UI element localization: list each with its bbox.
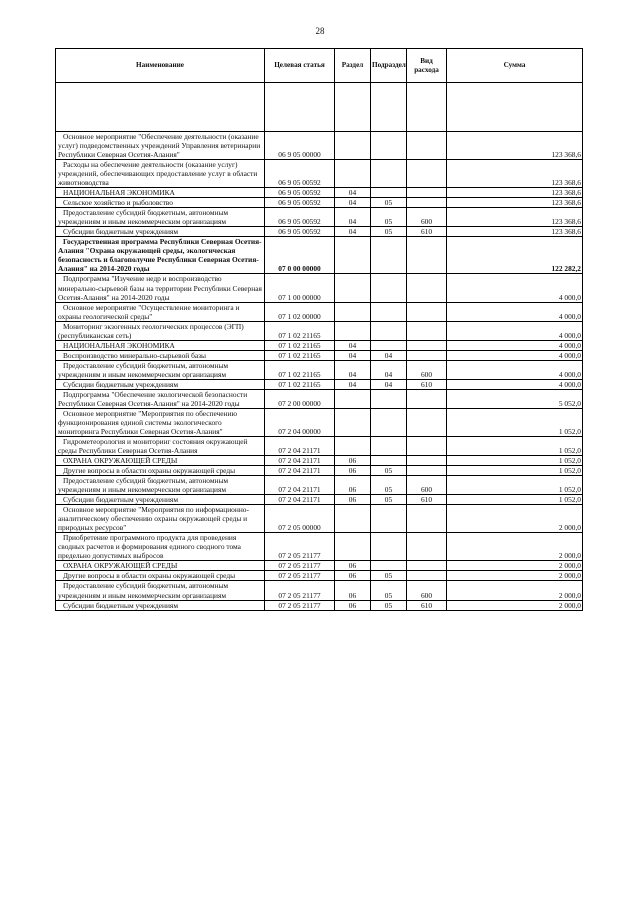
cell-name: Предоставление субсидий бюджетным, автономным учреждениям и иным некоммерческим организациям xyxy=(56,360,265,379)
table-row xyxy=(56,350,583,360)
cell-sub xyxy=(371,505,407,533)
cell-name: Субсидии бюджетным учреждениям xyxy=(56,600,265,610)
cell-sec xyxy=(335,408,371,436)
cell-sec xyxy=(335,389,371,408)
cell-type xyxy=(407,466,447,476)
cell-code: 07 2 05 21177 xyxy=(265,533,335,561)
cell-name xyxy=(56,83,265,132)
cell-sum: 123 368,6 xyxy=(447,198,583,208)
cell-sub xyxy=(371,408,407,436)
table-row xyxy=(56,408,583,436)
cell-sec xyxy=(335,302,371,321)
cell-name: Основное мероприятие "Мероприятия по обеспечению функционирования единой системы экологического мониторинга Республики Северная Осетия-Алания" xyxy=(56,408,265,436)
cell-name: Основное мероприятие "Мероприятия по информационно-аналитическому обеспечению охраны окружающей среды и природных ресурсов" xyxy=(56,505,265,533)
cell-sub xyxy=(371,83,407,132)
cell-type xyxy=(407,350,447,360)
table-row xyxy=(56,561,583,571)
cell-sec xyxy=(335,160,371,188)
cell-type xyxy=(407,237,447,274)
cell-sec: 06 xyxy=(335,476,371,495)
cell-sum: 4 000,0 xyxy=(447,379,583,389)
cell-type xyxy=(407,132,447,160)
header-type: Вид расхода xyxy=(407,49,447,83)
table-row xyxy=(56,132,583,160)
cell-sum: 4 000,0 xyxy=(447,340,583,350)
table-row xyxy=(56,160,583,188)
cell-sub: 05 xyxy=(371,600,407,610)
cell-sum: 2 000,0 xyxy=(447,600,583,610)
cell-code: 07 1 02 21165 xyxy=(265,360,335,379)
cell-name: ОХРАНА ОКРУЖАЮЩЕЙ СРЕДЫ xyxy=(56,456,265,466)
cell-sub xyxy=(371,561,407,571)
cell-sub xyxy=(371,132,407,160)
header-name: Наименование xyxy=(56,49,265,83)
cell-sum: 2 000,0 xyxy=(447,505,583,533)
table-row xyxy=(56,600,583,610)
cell-type xyxy=(407,571,447,581)
table-row xyxy=(56,379,583,389)
table-row xyxy=(56,476,583,495)
table-row xyxy=(56,83,583,132)
cell-sec: 04 xyxy=(335,379,371,389)
cell-sub: 05 xyxy=(371,227,407,237)
cell-sub: 04 xyxy=(371,360,407,379)
cell-name: Основное мероприятие "Осуществление мониторинга и охраны геологической среды" xyxy=(56,302,265,321)
cell-code: 06 9 05 00592 xyxy=(265,198,335,208)
cell-code: 07 2 04 21171 xyxy=(265,476,335,495)
table-header-row xyxy=(56,49,583,83)
cell-sub: 04 xyxy=(371,350,407,360)
table-row xyxy=(56,340,583,350)
cell-type xyxy=(407,302,447,321)
cell-sum: 4 000,0 xyxy=(447,321,583,340)
cell-code: 06 9 05 00000 xyxy=(265,132,335,160)
cell-sum: 123 368,6 xyxy=(447,132,583,160)
cell-sec: 04 xyxy=(335,360,371,379)
table-row xyxy=(56,466,583,476)
cell-name: НАЦИОНАЛЬНАЯ ЭКОНОМИКА xyxy=(56,188,265,198)
cell-name: Гидрометеорология и мониторинг состояния окружающей среды Республики Северная Осетия-Алания xyxy=(56,437,265,456)
cell-sec: 04 xyxy=(335,340,371,350)
header-sum: Сумма xyxy=(447,49,583,83)
table-row xyxy=(56,321,583,340)
cell-code: 07 2 04 21171 xyxy=(265,456,335,466)
table-row xyxy=(56,571,583,581)
cell-code: 07 0 00 00000 xyxy=(265,237,335,274)
cell-type xyxy=(407,340,447,350)
cell-code: 07 2 05 21177 xyxy=(265,571,335,581)
cell-sum: 122 282,2 xyxy=(447,237,583,274)
cell-code: 07 1 00 00000 xyxy=(265,274,335,302)
cell-sec: 04 xyxy=(335,188,371,198)
cell-sum: 1 052,0 xyxy=(447,495,583,505)
table-row xyxy=(56,437,583,456)
cell-sum: 5 052,0 xyxy=(447,389,583,408)
table-row xyxy=(56,389,583,408)
cell-sum: 4 000,0 xyxy=(447,360,583,379)
table-row xyxy=(56,188,583,198)
cell-name: Воспроизводство минерально-сырьевой базы xyxy=(56,350,265,360)
cell-sub xyxy=(371,340,407,350)
cell-code: 07 1 02 21165 xyxy=(265,379,335,389)
table-row xyxy=(56,495,583,505)
cell-code: 07 2 00 00000 xyxy=(265,389,335,408)
cell-name: Мониторинг экзогенных геологических процессов (ЭГП) (республиканская сеть) xyxy=(56,321,265,340)
cell-type: 600 xyxy=(407,360,447,379)
cell-type xyxy=(407,198,447,208)
cell-type xyxy=(407,437,447,456)
cell-name: Другие вопросы в области охраны окружающей среды xyxy=(56,466,265,476)
cell-name: Другие вопросы в области охраны окружающей среды xyxy=(56,571,265,581)
cell-sub: 05 xyxy=(371,495,407,505)
cell-sum: 123 368,6 xyxy=(447,227,583,237)
cell-code: 07 1 02 00000 xyxy=(265,302,335,321)
cell-sum: 4 000,0 xyxy=(447,274,583,302)
cell-sec xyxy=(335,237,371,274)
cell-type xyxy=(407,505,447,533)
cell-sum: 2 000,0 xyxy=(447,561,583,571)
cell-code: 07 2 05 21177 xyxy=(265,600,335,610)
table-row xyxy=(56,274,583,302)
cell-sec xyxy=(335,83,371,132)
table-row xyxy=(56,208,583,227)
cell-type xyxy=(407,561,447,571)
cell-code: 07 2 04 21171 xyxy=(265,495,335,505)
cell-sec: 06 xyxy=(335,600,371,610)
cell-code: 06 9 05 00592 xyxy=(265,227,335,237)
cell-type: 610 xyxy=(407,379,447,389)
cell-type xyxy=(407,408,447,436)
cell-name: Приобретение программного продукта для проведения сводных расчетов и формирования единого сводного тома предельно допустимых выбросов xyxy=(56,533,265,561)
cell-sum: 1 052,0 xyxy=(447,466,583,476)
cell-sub: 04 xyxy=(371,379,407,389)
cell-sec: 04 xyxy=(335,208,371,227)
cell-name: Сельское хозяйство и рыболовство xyxy=(56,198,265,208)
cell-code: 06 9 05 00592 xyxy=(265,208,335,227)
cell-sum: 2 000,0 xyxy=(447,581,583,600)
cell-sec xyxy=(335,132,371,160)
cell-sum: 123 368,6 xyxy=(447,188,583,198)
cell-type xyxy=(407,274,447,302)
table-row xyxy=(56,227,583,237)
cell-sec: 06 xyxy=(335,466,371,476)
cell-code: 06 9 05 00592 xyxy=(265,160,335,188)
budget-table xyxy=(55,48,583,611)
cell-sec: 06 xyxy=(335,561,371,571)
cell-sub xyxy=(371,321,407,340)
cell-code: 07 2 05 21177 xyxy=(265,561,335,571)
table-row xyxy=(56,237,583,274)
cell-type: 610 xyxy=(407,495,447,505)
cell-sub: 05 xyxy=(371,571,407,581)
cell-code: 07 2 05 21177 xyxy=(265,581,335,600)
cell-name: Подпрограмма "Изучение недр и воспроизводство минерально-сырьевой базы на территории Республики Северная Осетия-Алания" на 2014-2020 годы xyxy=(56,274,265,302)
cell-sec xyxy=(335,533,371,561)
cell-name: Субсидии бюджетным учреждениям xyxy=(56,495,265,505)
cell-sub xyxy=(371,456,407,466)
cell-sub: 05 xyxy=(371,208,407,227)
cell-sub xyxy=(371,437,407,456)
cell-name: Предоставление субсидий бюджетным, автономным учреждениям и иным некоммерческим организациям xyxy=(56,208,265,227)
cell-sum: 1 052,0 xyxy=(447,476,583,495)
cell-sub xyxy=(371,237,407,274)
cell-type: 600 xyxy=(407,581,447,600)
cell-name: Основное мероприятие "Обеспечение деятельности (оказание услуг) подведомственных учреждений Управления ветеринарии Республики Северная Осетия-Алания" xyxy=(56,132,265,160)
cell-sub xyxy=(371,274,407,302)
cell-type xyxy=(407,160,447,188)
table-row xyxy=(56,198,583,208)
cell-type xyxy=(407,321,447,340)
cell-type xyxy=(407,456,447,466)
header-code: Целевая статья xyxy=(265,49,335,83)
cell-code: 07 2 05 00000 xyxy=(265,505,335,533)
cell-sum: 123 368,6 xyxy=(447,208,583,227)
cell-name: Расходы на обеспечение деятельности (оказание услуг) учреждений, обеспечивающих предоставление услуг в области животноводства xyxy=(56,160,265,188)
cell-sub xyxy=(371,160,407,188)
cell-sec: 04 xyxy=(335,227,371,237)
table-row xyxy=(56,302,583,321)
cell-type: 610 xyxy=(407,227,447,237)
cell-sec xyxy=(335,505,371,533)
cell-sec xyxy=(335,437,371,456)
table-row xyxy=(56,533,583,561)
cell-sum: 2 000,0 xyxy=(447,571,583,581)
cell-sub xyxy=(371,188,407,198)
cell-sum: 1 052,0 xyxy=(447,437,583,456)
cell-name: Субсидии бюджетным учреждениям xyxy=(56,379,265,389)
cell-code: 07 2 04 21171 xyxy=(265,466,335,476)
cell-sec: 06 xyxy=(335,456,371,466)
cell-name: ОХРАНА ОКРУЖАЮЩЕЙ СРЕДЫ xyxy=(56,561,265,571)
cell-type: 600 xyxy=(407,208,447,227)
cell-sum: 123 368,6 xyxy=(447,160,583,188)
cell-sub: 05 xyxy=(371,466,407,476)
cell-sec xyxy=(335,321,371,340)
cell-name: Государственная программа Республики Северная Осетия-Алания "Охрана окружающей среды, экологическая безопасность и благополучие Республики Северная Осетия-Алания" на 2014-2020 годы xyxy=(56,237,265,274)
cell-sub: 05 xyxy=(371,581,407,600)
table-row xyxy=(56,581,583,600)
cell-type xyxy=(407,188,447,198)
cell-sum: 4 000,0 xyxy=(447,302,583,321)
cell-type xyxy=(407,83,447,132)
page-number: 28 xyxy=(315,26,325,36)
header-subsection: Подраздел xyxy=(371,49,407,83)
cell-code: 07 2 04 21171 xyxy=(265,437,335,456)
header-section: Раздел xyxy=(335,49,371,83)
cell-sum: 4 000,0 xyxy=(447,350,583,360)
table-row xyxy=(56,456,583,466)
cell-sec: 06 xyxy=(335,495,371,505)
cell-code: 07 2 04 00000 xyxy=(265,408,335,436)
cell-name: Субсидии бюджетным учреждениям xyxy=(56,227,265,237)
cell-sec: 04 xyxy=(335,350,371,360)
cell-type: 600 xyxy=(407,476,447,495)
cell-code: 07 1 02 21165 xyxy=(265,340,335,350)
table-row xyxy=(56,360,583,379)
cell-sum xyxy=(447,83,583,132)
cell-code xyxy=(265,83,335,132)
cell-type xyxy=(407,533,447,561)
cell-sum: 1 052,0 xyxy=(447,408,583,436)
cell-code: 07 1 02 21165 xyxy=(265,350,335,360)
cell-code: 06 9 05 00592 xyxy=(265,188,335,198)
cell-name: НАЦИОНАЛЬНАЯ ЭКОНОМИКА xyxy=(56,340,265,350)
cell-sub xyxy=(371,389,407,408)
cell-name: Подпрограмма "Обеспечение экологической безопасности Республики Северная Осетия-Алания" на 2014-2020 годы xyxy=(56,389,265,408)
cell-sub: 05 xyxy=(371,476,407,495)
cell-sec xyxy=(335,274,371,302)
cell-name: Предоставление субсидий бюджетным, автономным учреждениям и иным некоммерческим организациям xyxy=(56,581,265,600)
cell-sub xyxy=(371,533,407,561)
cell-name: Предоставление субсидий бюджетным, автономным учреждениям и иным некоммерческим организациям xyxy=(56,476,265,495)
cell-code: 07 1 02 21165 xyxy=(265,321,335,340)
cell-sub: 05 xyxy=(371,198,407,208)
cell-sec: 06 xyxy=(335,581,371,600)
cell-sub xyxy=(371,302,407,321)
cell-sum: 2 000,0 xyxy=(447,533,583,561)
cell-type xyxy=(407,389,447,408)
cell-sec: 04 xyxy=(335,198,371,208)
cell-sec: 06 xyxy=(335,571,371,581)
cell-sum: 1 052,0 xyxy=(447,456,583,466)
table-row xyxy=(56,505,583,533)
cell-type: 610 xyxy=(407,600,447,610)
